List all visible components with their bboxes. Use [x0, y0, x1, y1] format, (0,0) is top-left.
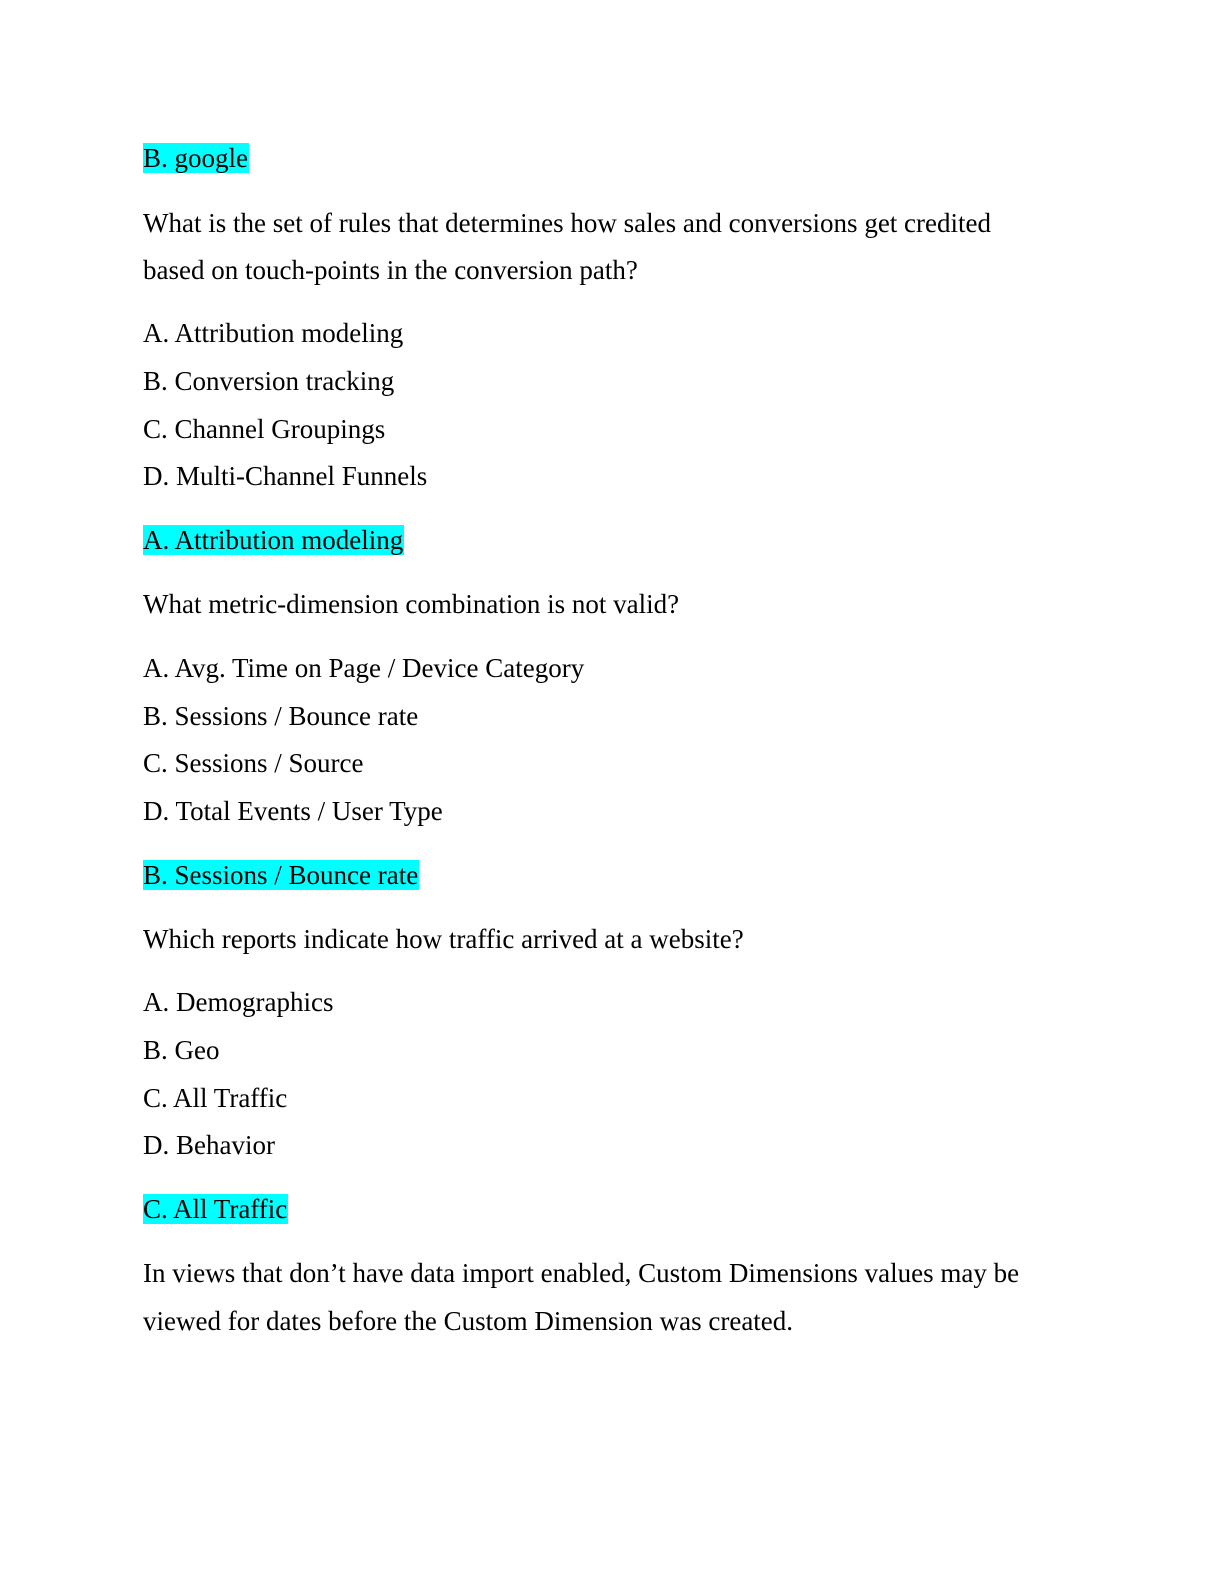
- question-3: Which reports indicate how traffic arrived at a website?: [143, 924, 744, 954]
- answer-highlight: B. google: [143, 143, 248, 173]
- question-1-option-a: A. Attribution modeling: [143, 318, 404, 348]
- answer-highlight: C. All Traffic: [143, 1194, 288, 1224]
- question-3-option-a: A. Demographics: [143, 987, 334, 1017]
- question-1-line-1: What is the set of rules that determines how sales and conversions get credited: [143, 208, 991, 238]
- question-1-option-b: B. Conversion tracking: [143, 366, 395, 396]
- question-1-option-d: D. Multi-Channel Funnels: [143, 461, 428, 491]
- question-2-option-b: B. Sessions / Bounce rate: [143, 701, 419, 731]
- answer-2: [143, 858, 419, 892]
- answer-highlight: B. Sessions / Bounce rate: [143, 860, 419, 890]
- question-3-option-c: C. All Traffic: [143, 1083, 288, 1113]
- answer-3: [143, 1192, 288, 1226]
- question-1-line-2: based on touch-points in the conversion path?: [143, 255, 638, 285]
- answer-highlight: A. Attribution modeling: [143, 525, 404, 555]
- question-3-option-d: D. Behavior: [143, 1130, 275, 1160]
- question-2-option-c: C. Sessions / Source: [143, 748, 364, 778]
- question-2-option-d: D. Total Events / User Type: [143, 796, 443, 826]
- question-3-option-b: B. Geo: [143, 1035, 220, 1065]
- answer-1: [143, 523, 404, 557]
- question-2-option-a: A. Avg. Time on Page / Device Category: [143, 653, 585, 683]
- question-4-line-1: In views that don’t have data import enabled, Custom Dimensions values may be: [143, 1258, 1020, 1288]
- question-4-line-2: viewed for dates before the Custom Dimension was created.: [143, 1306, 794, 1336]
- answer-prev: [143, 141, 249, 175]
- question-2: What metric-dimension combination is not valid?: [143, 589, 680, 619]
- question-1-option-c: C. Channel Groupings: [143, 414, 386, 444]
